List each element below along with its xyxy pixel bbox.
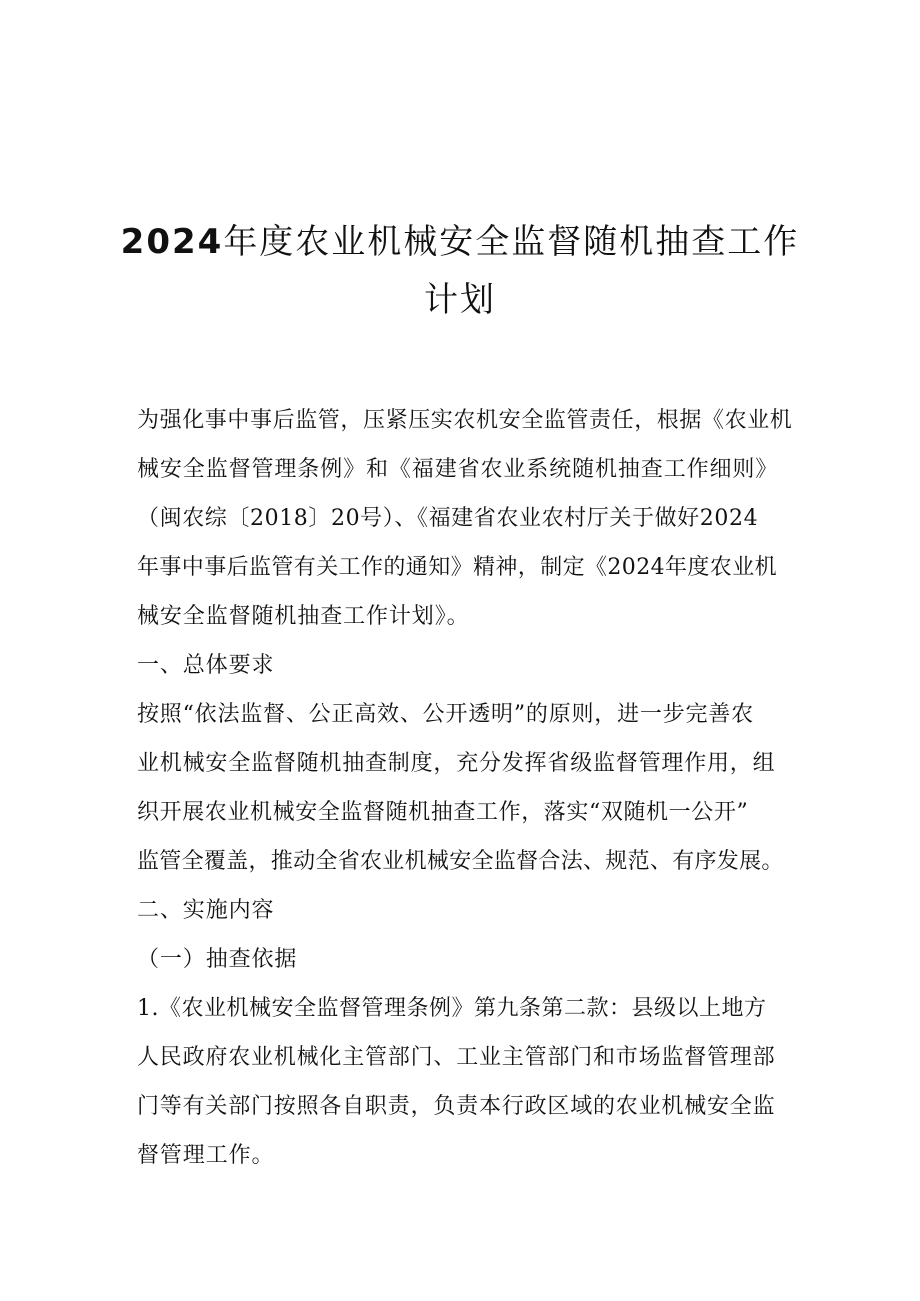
paragraph-line: 械安全监督随机抽查工作计划》。 bbox=[137, 604, 470, 629]
paragraph-line: 人民政府农业机械化主管部门、工业主管部门和市场监督管理部 bbox=[137, 1045, 776, 1070]
document-title-line-1 bbox=[60, 214, 860, 263]
section-heading: 一、总体要求 bbox=[137, 653, 275, 678]
document-title-line-2: 计划 bbox=[424, 280, 496, 320]
paragraph-line: 按照“依法监督、公正高效、公开透明”的原则，进一步完善农 bbox=[137, 702, 754, 727]
title-year: 2024 bbox=[120, 222, 224, 262]
paragraph-line: 业机械安全监督随机抽查制度，充分发挥省级监督管理作用，组 bbox=[137, 751, 776, 776]
title-text: 年度农业机械安全监督随机抽查工作 bbox=[223, 222, 800, 262]
paragraph-line: 督管理工作。 bbox=[137, 1143, 275, 1168]
paragraph-line: （闽农综〔2018〕20号）、《福建省农业农村厅关于做好2024 bbox=[137, 506, 759, 531]
paragraph-line: 门等有关部门按照各自职责，负责本行政区域的农业机械安全监 bbox=[137, 1094, 776, 1119]
paragraph-line: 监管全覆盖，推动全省农业机械安全监督合法、规范、有序发展。 bbox=[137, 849, 784, 874]
document-body bbox=[137, 396, 797, 1180]
paragraph-line: 械安全监督管理条例》和《福建省农业系统随机抽查工作细则》 bbox=[137, 457, 779, 482]
paragraph-line: 为强化事中事后监管，压紧压实农机安全监管责任，根据《农业机 bbox=[137, 408, 793, 433]
section-heading: 二、实施内容 bbox=[137, 898, 275, 923]
paragraph-line: 织开展农业机械安全监督随机抽查工作，落实“双随机一公开” bbox=[137, 800, 749, 825]
subsection-heading: （一）抽查依据 bbox=[137, 947, 298, 972]
paragraph-line: 1.《农业机械安全监督管理条例》第九条第二款：县级以上地方 bbox=[137, 996, 767, 1021]
paragraph-line: 年事中事后监管有关工作的通知》精神，制定《2024年度农业机 bbox=[137, 555, 777, 580]
